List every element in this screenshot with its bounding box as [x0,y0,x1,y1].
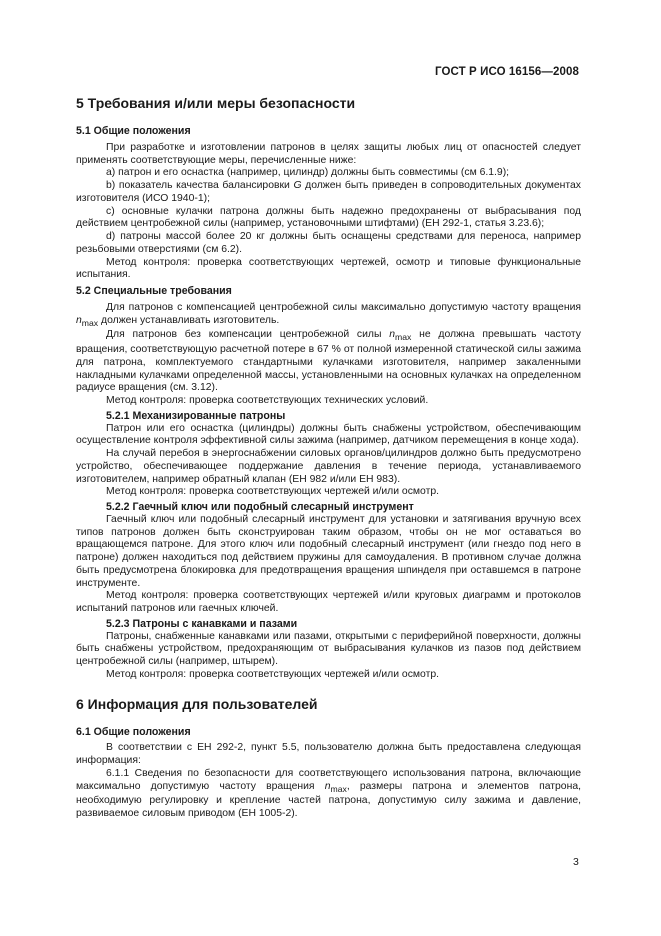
paragraph: Для патронов с компенсацией центробежной силы максимально допустимую частоту вращения $n_{max}$ должен устанавливать изготовитель. [76,301,581,328]
paragraph: 6.1.1 Сведения по безопасности для соответствующего использования патрона, включающие максимально допустимую частоту вращения $n_{max}$, размеры патрона и элементов патрона, необходимую регулировку и крепление частей патрона, допустимую силу зажима и давление, развиваемое силовым приводом (ЕН 1005-2). [76,767,581,820]
list-item-a: a) патрон и его оснастка (например, цилиндр) должны быть совместимы (см 6.1.9); [106,167,510,179]
section-5-1-heading: 5.1 Общие положения [76,125,191,137]
document-header: ГОСТ Р ИСО 16156—2008 [434,66,579,78]
section-5-2-1-heading: 5.2.1 Механизированные патроны [106,409,286,422]
section-6-heading: 6 Информация для пользователей [76,695,318,712]
list-item-c: c) основные кулачки патрона должны быть надежно предохранены от выбрасывания под действием центробежной силы (например, установочными штифтами) (ЕН 292-1, статья 3.23.6); [76,205,581,230]
page-number: 3 [573,856,579,868]
section-5-2-3-heading: 5.2.3 Патроны с канавками и пазами [106,617,298,630]
section-5-heading: 5 Требования и/или меры безопасности [76,95,356,111]
page-content [76,95,581,821]
section-5-2-heading: 5.2 Специальные требования [76,285,232,297]
section-6-1-heading: 6.1 Общие положения [76,725,191,738]
paragraph: В соответствии с ЕН 292-2, пункт 5.5, пользователю должна быть предоставлена следующая информация: [76,742,581,767]
section-5-2-2-heading: 5.2.2 Гаечный ключ или подобный слесарный инструмент [106,501,414,514]
paragraph: Патроны, снабженные канавками или пазами, открытыми с периферийной поверхности, должны быть снабжены устройством, предохраняющим от выбрасывания кулачков из пазов под действием центробежной силы (например, штырем). [76,630,581,668]
control-method: Метод контроля: проверка соответствующих чертежей и/или осмотр. [106,668,440,680]
paragraph: Гаечный ключ или подобный слесарный инструмент для установки и затягивания вручную всех типов патронов должен быть сконструирован таким образом, чтобы он не мог оставаться во вращающемся патроне. Для этого ключ или подобный слесарный инструмент (или гнездо под него в патроне) должен находиться под действием пружины для самоудаления. В противном случае должна быть предусмотрена блокировка для предотвращения вращения шпинделя при оставшемся в патроне инструменте. [76,513,581,589]
control-method: Метод контроля: проверка соответствующих чертежей и/или осмотр. [106,486,440,498]
paragraph: Патрон или его оснастка (цилиндры) должны быть снабжены устройством, обеспечивающим осуществление контроля эффективной силы зажима (например, датчиком перемещения в конце хода). [76,422,581,447]
paragraph: При разработке и изготовлении патронов в целях защиты любых лиц от опасностей следует применять соответствующие меры, перечисленные ниже: [76,141,581,166]
control-method: Метод контроля: проверка соответствующих технических условий. [106,395,429,407]
paragraph: Для патронов без компенсации центробежной силы $n_{max}$ не должна превышать частоту вращения, соответствующую расчетной потере в 67 % от полной измеренной статической силы зажима для патрона, комплектуемого стандартными кулачками изготовителя, например закаленными накладными кулачками определенной массы, установленными на основных кулачках на определенном радиусе вращения (см. 3.12). [76,329,581,394]
control-method: Метод контроля: проверка соответствующих чертежей и/или круговых диаграмм и протоколов испытаний патронов или гаечных ключей. [76,590,581,615]
control-method: Метод контроля: проверка соответствующих чертежей, осмотр и типовые функциональные испытания. [76,256,581,281]
paragraph: На случай перебоя в энергоснабжении силовых органов/цилиндров должно быть предусмотрено устройство, обеспечивающее поддержание давления в течение периода, устанавливаемого изготовителем, например обратный клапан (ЕН 982 и/или ЕН 983). [76,448,581,485]
list-item-d: d) патроны массой более 20 кг должны быть оснащены средствами для переноса, например резьбовыми отверстиями (см 6.2). [76,231,581,255]
list-item-b: b) показатель качества балансировки G должен быть приведен в сопроводительных документах изготовителя (ИСО 1940-1); [76,180,581,204]
